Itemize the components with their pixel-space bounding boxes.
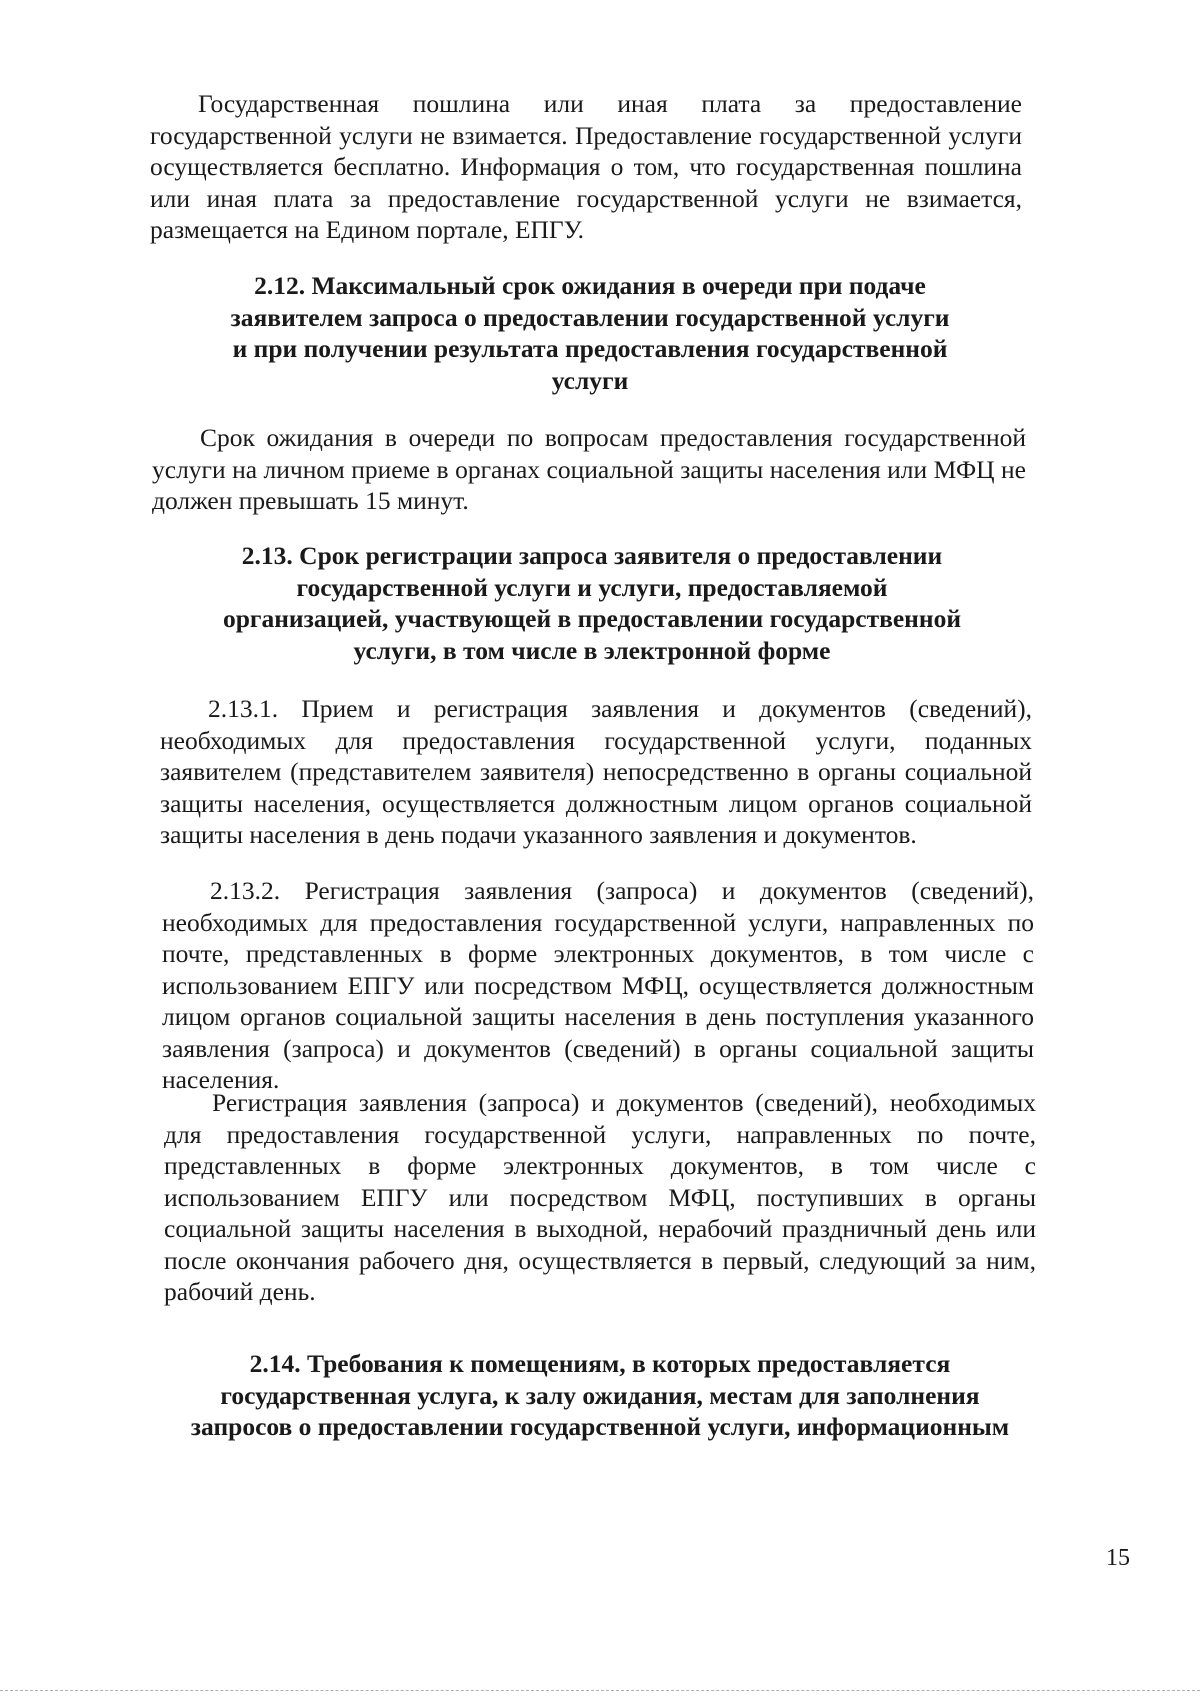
paragraph-2-13-2 <box>162 875 1034 1096</box>
heading-line: запросов о предоставлении государственной услуги, информационным <box>190 1412 1010 1441</box>
heading-line: организацией, участвующей в предоставлении государственной <box>222 604 962 633</box>
section-heading-2-14 <box>150 1348 1050 1443</box>
paragraph-fee <box>150 88 1022 246</box>
paragraph-text: 2.13.2. Регистрация заявления (запроса) и документов (сведений), необходимых для предоставления государственной услуги, направленных по почте, представленных в форме электронных документов, в том числе с использованием ЕПГУ или посредством МФЦ, осуществляется должностным лицом органов социальной защиты населения в день поступления указанного заявления (запроса) и документов (сведений) в органы социальной защиты населения. <box>162 876 1034 1094</box>
heading-line: 2.13. Срок регистрации запроса заявителя о предоставлении <box>241 541 943 570</box>
paragraph-2-13-1 <box>160 693 1032 851</box>
paragraph-text: Государственная пошлина или иная плата за предоставление государственной услуги не взимается. Предоставление государственной услуги осуществляется бесплатно. Информация о том, что государственная пошлина или иная плата за предоставление государственной услуги не взимается, размещается на Едином портале, ЕПГУ. <box>150 89 1022 244</box>
heading-line: 2.12. Максимальный срок ожидания в очереди при подаче <box>254 271 926 300</box>
heading-line: заявителем запроса о предоставлении государственной услуги <box>230 302 950 332</box>
paragraph-queue-time <box>152 422 1026 517</box>
heading-line: 2.14. Требования к помещениям, в которых предоставляется <box>249 1349 951 1378</box>
heading-line: государственная услуга, к залу ожидания, местам для заполнения <box>220 1380 980 1410</box>
paragraph-text: Срок ожидания в очереди по вопросам предоставления государственной услуги на личном приеме в органах социальной защиты населения или МФЦ не должен превышать 15 минут. <box>152 423 1026 515</box>
page-number: 15 <box>1106 1545 1130 1571</box>
paragraph-text: 2.13.1. Прием и регистрация заявления и документов (сведений), необходимых для предоставления государственной услуги, поданных заявителем (представителем заявителя) непосредственно в органы социальной защиты населения, осуществляется должностным лицом органов социальной защиты населения в день подачи указанного заявления и документов. <box>160 694 1032 849</box>
paragraph-weekend-registration <box>164 1087 1036 1308</box>
section-heading-2-12 <box>150 270 1030 396</box>
heading-line: услуги <box>551 365 629 395</box>
heading-line: и при получении результата предоставления государственной <box>232 334 948 363</box>
heading-line: услуги, в том числе в электронной форме <box>353 635 831 665</box>
heading-line: государственной услуги и услуги, предоставляемой <box>296 572 888 602</box>
section-heading-2-13 <box>150 540 1034 666</box>
scan-edge-divider <box>0 1690 1200 1692</box>
paragraph-text: Регистрация заявления (запроса) и документов (сведений), необходимых для предоставления государственной услуги, направленных по почте, представленных в форме электронных документов, в том числе с использованием ЕПГУ или посредством МФЦ, поступивших в органы социальной защиты населения в выходной, нерабочий праздничный день или после окончания рабочего дня, осуществляется в первый, следующий за ним, рабочий день. <box>164 1088 1036 1306</box>
